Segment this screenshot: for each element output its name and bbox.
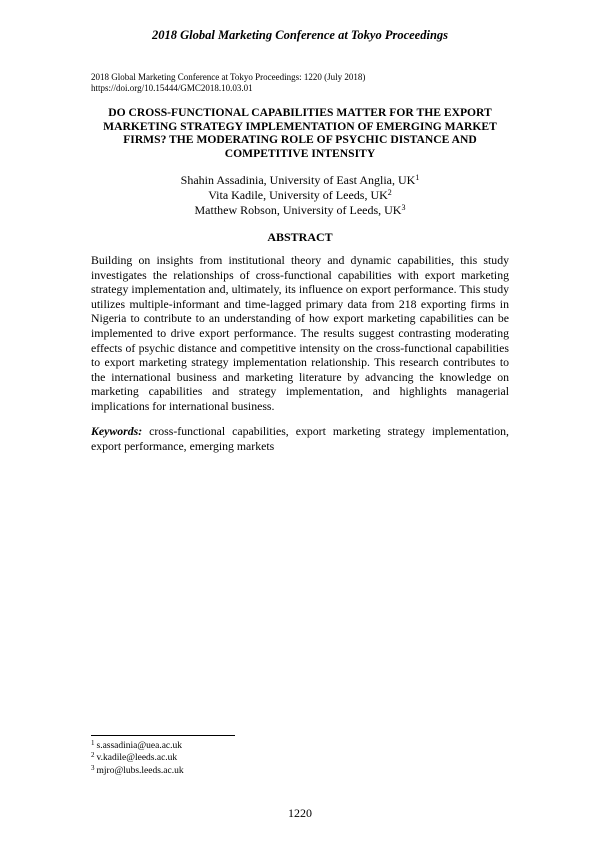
citation-line: 2018 Global Marketing Conference at Tokyo Proceedings: 1220 (July 2018) <box>91 72 366 82</box>
author-affiliation: Vita Kadile, University of Leeds, UK <box>208 188 388 202</box>
page-number: 1220 <box>288 806 312 820</box>
title-line: MARKETING STRATEGY IMPLEMENTATION OF EMERGING MARKET <box>103 119 497 133</box>
author-line <box>0 203 600 218</box>
running-header: 2018 Global Marketing Conference at Tokyo Proceedings <box>151 28 449 42</box>
footnote <box>91 740 184 752</box>
footnote-mark: 1 <box>415 173 420 182</box>
author-affiliation: Shahin Assadinia, University of East Anglia, UK <box>180 173 416 187</box>
paper-title <box>88 106 512 160</box>
citation-block <box>91 72 365 94</box>
author-line <box>0 188 600 203</box>
author-line <box>0 173 600 188</box>
title-line: DO CROSS-FUNCTIONAL CAPABILITIES MATTER FOR THE EXPORT <box>108 106 492 119</box>
keywords-text: cross-functional capabilities, export marketing strategy implementation, export performance, emerging markets <box>91 424 509 453</box>
title-line: COMPETITIVE INTENSITY <box>224 146 376 160</box>
footnote <box>91 765 184 777</box>
footnote-mark: 3 <box>401 203 406 212</box>
footnote-mark: 2 <box>91 751 95 760</box>
footnote-mark: 2 <box>387 188 392 197</box>
footnote-mark: 3 <box>91 763 95 772</box>
footnote-mark: 1 <box>91 739 95 747</box>
keywords <box>91 424 509 453</box>
footnote-email[interactable]: mjro@lubs.leeds.ac.uk <box>96 765 184 776</box>
footnote-email[interactable]: v.kadile@leeds.ac.uk <box>96 753 178 764</box>
title-line: FIRMS? THE MODERATING ROLE OF PSYCHIC DISTANCE AND <box>123 133 477 146</box>
footnote-email[interactable]: s.assadinia@uea.ac.uk <box>96 741 183 751</box>
author-affiliation: Matthew Robson, University of Leeds, UK <box>194 203 402 217</box>
keywords-label: Keywords: <box>91 424 143 438</box>
footnotes <box>91 740 184 777</box>
footnote-divider <box>91 735 235 736</box>
doi-link[interactable]: https://doi.org/10.15444/GMC2018.10.03.01 <box>91 83 253 93</box>
author-list <box>0 173 600 218</box>
abstract-text: Building on insights from institutional theory and dynamic capabilities, this study investigates the relationships of cross-functional capabilities with export marketing strategy implementation and, ultimately, its influence on export performance. This study utilizes multiple-informant and time-lagged primary data from 218 exporting firms in Nigeria to contribute to an understanding of how export marketing capabilities can be implemented to drive export performance. The results suggest contrasting moderating effects of psychic distance and competitive intensity on the cross-functional capabilities to export marketing strategy implementation relationship. This research contributes to the international business and marketing literature by advancing the knowledge on marketing capabilities and strategy implementation, and highlights managerial implications for international business. <box>91 253 509 413</box>
abstract-heading: ABSTRACT <box>267 230 333 244</box>
footnote <box>91 752 184 764</box>
